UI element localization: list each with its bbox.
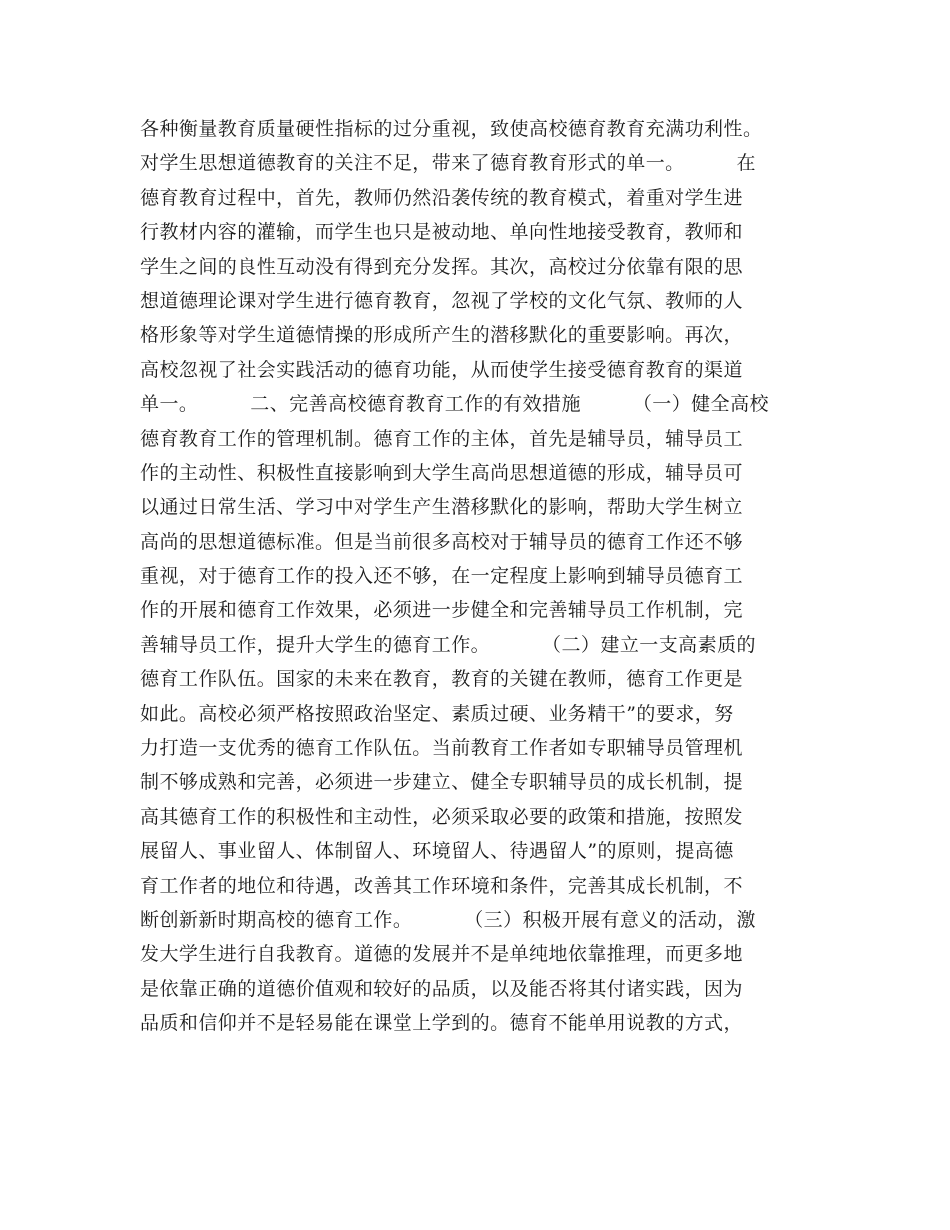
text-line: 高其德育工作的积极性和主动性，必须采取必要的政策和措施，按照发 xyxy=(140,805,743,828)
text-line: 力打造一支优秀的德育工作队伍。当前教育工作者如专职辅导员管理机 xyxy=(140,737,743,760)
text-line: 单一。 二、完善高校德育教育工作的有效措施 （一）健全高校 xyxy=(140,393,769,416)
text-line: 格形象等对学生道德情操的形成所产生的潜移默化的重要影响。再次， xyxy=(140,324,743,347)
text-line: 重视，对于德育工作的投入还不够，在一定程度上影响到辅导员德育工 xyxy=(140,565,743,588)
text-line: 高校忽视了社会实践活动的德育功能，从而使学生接受德育教育的渠道 xyxy=(140,358,743,381)
text-line: 行教材内容的灌输，而学生也只是被动地、单向性地接受教育，教师和 xyxy=(140,221,743,244)
text-line: 作的主动性、积极性直接影响到大学生高尚思想道德的形成，辅导员可 xyxy=(140,461,743,484)
text-line: 高尚的思想道德标准。但是当前很多高校对于辅导员的德育工作还不够 xyxy=(140,530,743,553)
text-line: 品质和信仰并不是轻易能在课堂上学到的。德育不能单用说教的方式， xyxy=(140,1012,743,1035)
text-line: 德育教育过程中，首先，教师仍然沿袭传统的教育模式，着重对学生进 xyxy=(140,186,743,209)
text-line: 展留人、事业留人、体制留人、环境留人、待遇留人”的原则，提高德 xyxy=(140,840,734,863)
body-text xyxy=(140,112,840,1041)
text-line: 德育教育工作的管理机制。德育工作的主体，首先是辅导员，辅导员工 xyxy=(140,427,743,450)
text-line: 德育工作队伍。国家的未来在教育，教育的关键在教师，德育工作更是 xyxy=(140,668,743,691)
text-line: 作的开展和德育工作效果，必须进一步健全和完善辅导员工作机制，完 xyxy=(140,599,743,622)
text-line: 发大学生进行自我教育。道德的发展并不是单纯地依靠推理，而更多地 xyxy=(140,943,743,966)
text-line: 想道德理论课对学生进行德育教育，忽视了学校的文化气氛、教师的人 xyxy=(140,289,743,312)
text-line: 以通过日常生活、学习中对学生产生潜移默化的影响，帮助大学生树立 xyxy=(140,496,743,519)
text-line: 如此。高校必须严格按照政治坚定、素质过硬、业务精干”的要求，努 xyxy=(140,702,734,725)
text-line: 断创新新时期高校的德育工作。 （三）积极开展有意义的活动，激 xyxy=(140,908,756,931)
text-line: 是依靠正确的道德价值观和较好的品质，以及能否将其付诸实践，因为 xyxy=(140,977,743,1000)
text-line: 学生之间的良性互动没有得到充分发挥。其次，高校过分依靠有限的思 xyxy=(140,255,743,278)
text-line: 对学生思想道德教育的关注不足，带来了德育教育形式的单一。 在 xyxy=(140,152,756,175)
text-line: 制不够成熟和完善，必须进一步建立、健全专职辅导员的成长机制，提 xyxy=(140,771,743,794)
text-line: 各种衡量教育质量硬性指标的过分重视，致使高校德育教育充满功利性。 xyxy=(140,118,763,140)
text-line: 善辅导员工作，提升大学生的德育工作。 （二）建立一支高素质的 xyxy=(140,633,756,656)
text-line: 育工作者的地位和待遇，改善其工作环境和条件，完善其成长机制，不 xyxy=(140,874,743,897)
